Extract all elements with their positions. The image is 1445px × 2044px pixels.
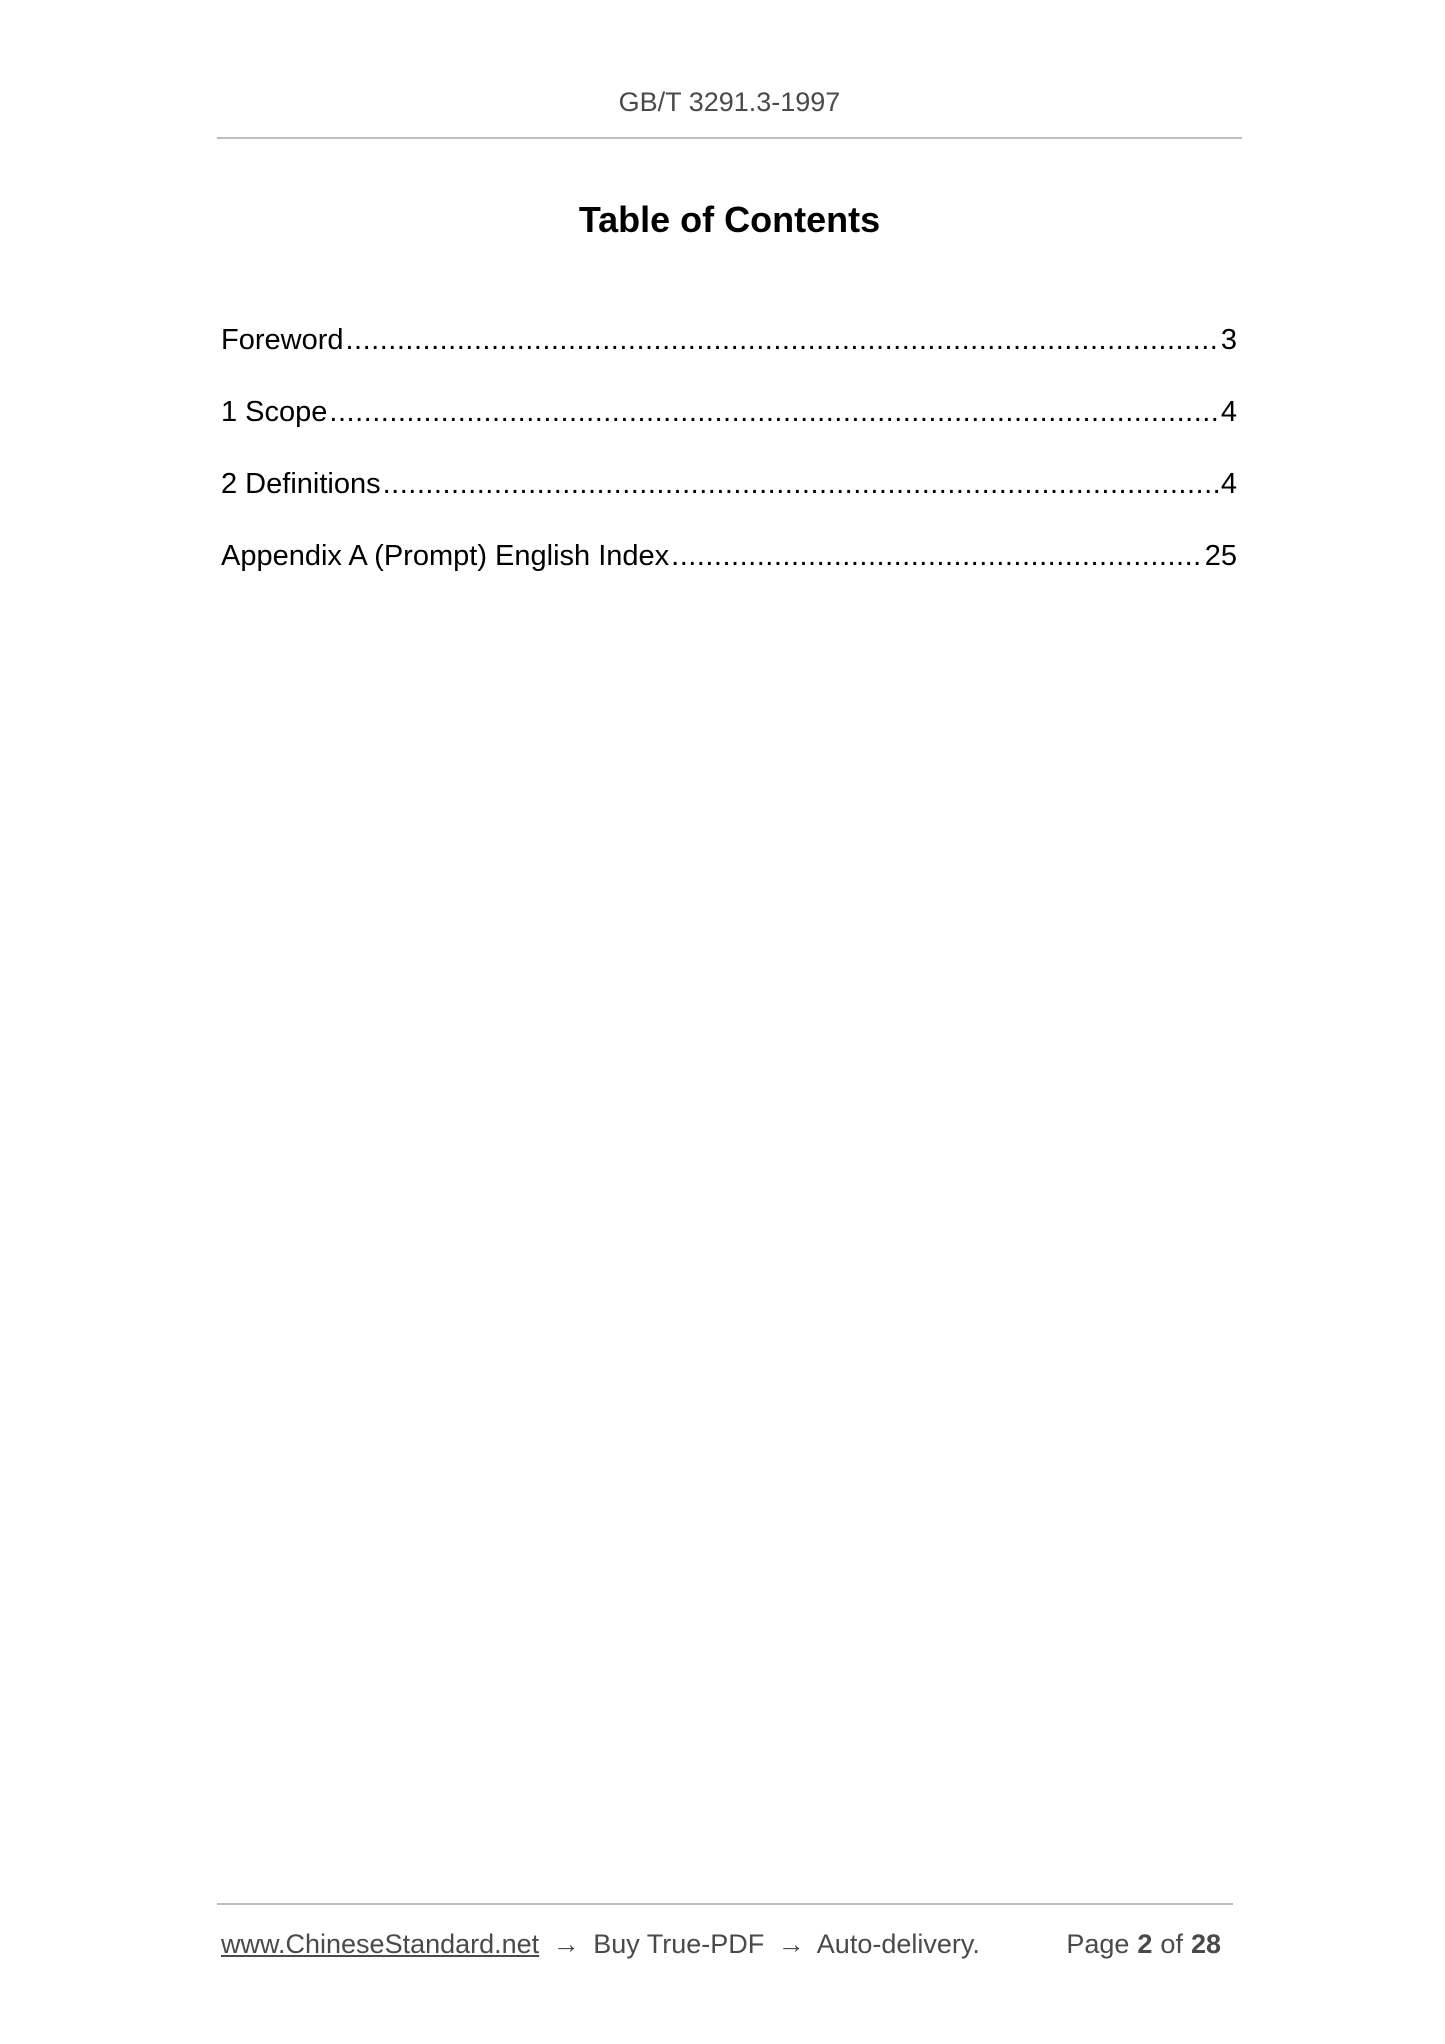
page-footer: [221, 1924, 1233, 1964]
header-divider: [217, 137, 1242, 139]
total-pages: 28: [1190, 1929, 1221, 1959]
toc-entry-appendix-a[interactable]: [221, 536, 1237, 608]
current-page: 2: [1137, 1929, 1153, 1959]
of-word: of: [1160, 1929, 1183, 1959]
right-arrow-icon: →: [552, 1929, 580, 1959]
footer-promo: [221, 1924, 980, 1964]
toc-entry-label: 1 Scope: [221, 396, 328, 428]
standard-code: GB/T 3291.3-1997: [618, 87, 841, 117]
page-number: [1066, 1924, 1229, 1964]
toc-entry-label: 2 Definitions: [221, 468, 381, 500]
toc-entry-page: 4: [1220, 396, 1237, 428]
toc-entry-label: Appendix A (Prompt) English Index: [221, 540, 670, 572]
toc-entry-page: 25: [1204, 540, 1237, 572]
page-title: Table of Contents: [578, 199, 881, 240]
footer-divider: [217, 1903, 1233, 1905]
toc-entry-page: 3: [1220, 324, 1237, 356]
page-header: [217, 84, 1242, 120]
website-link[interactable]: www.ChineseStandard.net: [221, 1929, 540, 1959]
toc-entry-scope[interactable]: [221, 392, 1237, 464]
toc-dot-leader: [329, 392, 1218, 432]
footer-delivery-text: Auto-delivery.: [816, 1929, 980, 1959]
toc-dot-leader: [346, 320, 1219, 360]
toc-dot-leader: [383, 464, 1219, 504]
toc-dot-leader: [671, 536, 1203, 576]
toc-entry-definitions[interactable]: [221, 464, 1237, 536]
toc-entry-foreword[interactable]: [221, 320, 1237, 392]
table-of-contents: [221, 320, 1237, 608]
toc-entry-page: 4: [1220, 468, 1237, 500]
right-arrow-icon: →: [777, 1929, 805, 1959]
page-word: Page: [1066, 1929, 1130, 1959]
footer-buy-text: Buy True-PDF: [593, 1929, 765, 1959]
toc-entry-label: Foreword: [221, 324, 344, 356]
